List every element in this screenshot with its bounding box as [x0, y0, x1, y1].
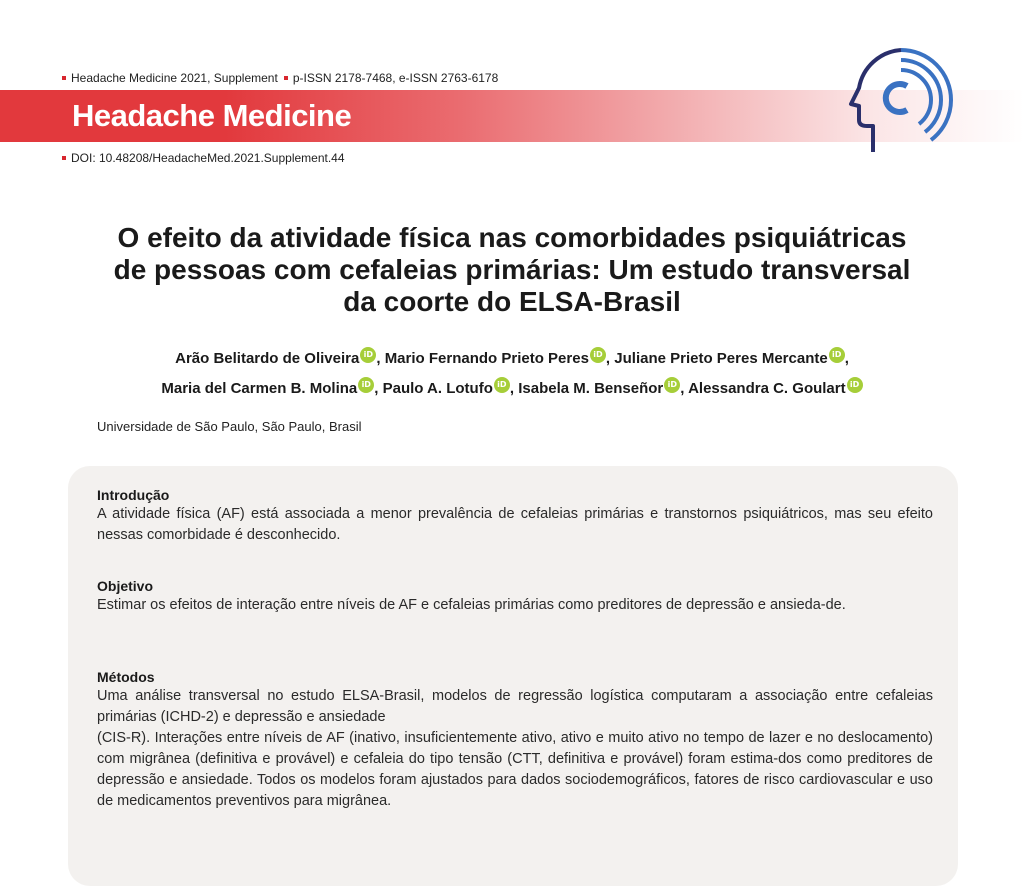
orcid-icon[interactable]: iD: [847, 377, 863, 393]
orcid-icon[interactable]: iD: [358, 377, 374, 393]
doi-line: [62, 151, 345, 165]
paragraph: A atividade física (AF) está associada a menor prevalência de cefaleias primárias e transtornos psiquiátricos, mas seu efeito nessas comorbidade é desconhecido.: [97, 506, 933, 543]
doi-text[interactable]: DOI: 10.48208/HeadacheMed.2021.Supplement.44: [71, 151, 345, 165]
section-heading: Objetivo: [97, 578, 154, 594]
orcid-icon[interactable]: iD: [590, 347, 606, 363]
orcid-icon[interactable]: iD: [494, 377, 510, 393]
title-line: O efeito da atividade física nas comorbidades psiquiátricas: [117, 222, 907, 253]
orcid-icon[interactable]: iD: [829, 347, 845, 363]
bullet-square-icon: [284, 76, 288, 80]
abstract-intro: [97, 486, 933, 546]
author-name: Arão Belitardo de Oliveira: [175, 350, 360, 367]
bullet-square-icon: [62, 76, 66, 80]
journal-head-logo-icon: [845, 44, 957, 156]
section-heading: Introdução: [97, 487, 170, 503]
author-name: Isabela M. Benseñor: [518, 380, 664, 397]
author-name: Mario Fernando Prieto Peres: [384, 350, 589, 367]
author-name: Juliane Prieto Peres Mercante: [614, 350, 828, 367]
paragraph: Estimar os efeitos de interação entre níveis de AF e cefaleias primárias como preditores de depressão e ansieda-de.: [97, 597, 846, 613]
journal-name: Headache Medicine: [72, 98, 352, 133]
abstract-methods: [97, 668, 933, 812]
article-title: [40, 222, 984, 318]
affiliation: Universidade de São Paulo, São Paulo, Brasil: [97, 419, 362, 434]
author-list: Arão Belitardo de Oliveira iD , Mario Fernando Prieto Peres iD , Juliane Prieto Peres Mercante iD , Maria del Carmen B. Molina iD , Paulo A. Lotufo iD , Isabela M. Benseñor iD , Alessandra C. Goulart iD: [60, 344, 964, 404]
bullet-square-icon: [62, 156, 66, 160]
section-heading: Métodos: [97, 669, 155, 685]
paragraph: Uma análise transversal no estudo ELSA-Brasil, modelos de regressão logística computaram a associação entre cefaleias primárias (ICHD-2) e depressão e ansiedade: [97, 688, 933, 725]
orcid-icon[interactable]: iD: [360, 347, 376, 363]
journal-issn: p-ISSN 2178-7468, e-ISSN 2763-6178: [292, 71, 499, 85]
paragraph: (CIS-R). Interações entre níveis de AF (inativo, insuficientemente ativo, ativo e muito ativo no tempo de lazer e no deslocamento) com migrânea (definitiva e provável) e cefaleia do tipo tensão (CTT, definitiva e provável) foram estima-dos como preditores de depressão e ansiedade. Todos os modelos foram ajustados para dados sociodemográficos, fatores de risco cardiovascular e uso de medicamentos preventivos para migrânea.: [97, 730, 933, 809]
author-name: Paulo A. Lotufo: [382, 380, 493, 397]
journal-meta-line: [62, 71, 498, 85]
author-name: Maria del Carmen B. Molina: [161, 380, 358, 397]
section-text: [97, 686, 933, 812]
title-line: de pessoas com cefaleias primárias: Um estudo transversal: [113, 254, 911, 285]
orcid-icon[interactable]: iD: [664, 377, 680, 393]
abstract-objective: [97, 577, 933, 616]
author-name: Alessandra C. Goulart: [688, 380, 846, 397]
title-line: da coorte do ELSA-Brasil: [343, 286, 681, 317]
section-text: [97, 595, 933, 616]
section-text: [97, 504, 933, 546]
journal-citation: Headache Medicine 2021, Supplement: [71, 71, 278, 85]
